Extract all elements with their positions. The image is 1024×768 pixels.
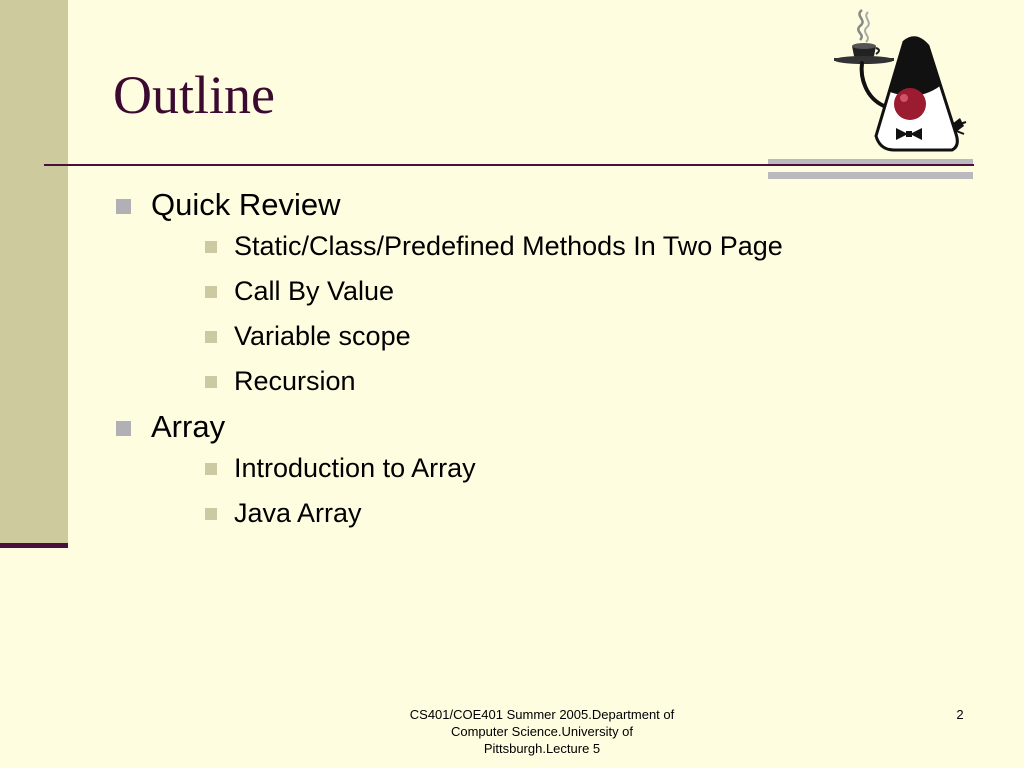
outline-subitem bbox=[151, 228, 783, 264]
outline-subitem-label: Variable scope bbox=[234, 321, 411, 351]
outline-subitem-label: Introduction to Array bbox=[234, 453, 476, 483]
title-rule bbox=[44, 164, 974, 166]
outline-list bbox=[113, 186, 783, 540]
outline-subitem-label: Recursion bbox=[234, 366, 356, 396]
square-bullet-icon bbox=[205, 508, 217, 520]
footer-line: Computer Science.University of bbox=[450, 724, 634, 739]
square-bullet-icon bbox=[205, 376, 217, 388]
outline-item-quick-review bbox=[113, 186, 783, 399]
page-number: 2 bbox=[956, 707, 964, 722]
outline-subitem bbox=[151, 363, 783, 399]
square-bullet-icon bbox=[116, 199, 131, 214]
outline-sublist bbox=[151, 450, 783, 531]
outline-subitem bbox=[151, 273, 783, 309]
outline-item-label: Quick Review bbox=[151, 187, 341, 222]
slide-footer bbox=[395, 706, 689, 757]
outline-subitem-label: Java Array bbox=[234, 498, 362, 528]
outline-item-label: Array bbox=[151, 409, 226, 444]
square-bullet-icon bbox=[205, 463, 217, 475]
footer-line: CS401/COE401 Summer 2005.Department of bbox=[409, 707, 675, 722]
square-bullet-icon bbox=[205, 331, 217, 343]
square-bullet-icon bbox=[116, 421, 131, 436]
outline-sublist bbox=[151, 228, 783, 399]
outline-subitem-label: Call By Value bbox=[234, 276, 395, 306]
square-bullet-icon bbox=[205, 241, 217, 253]
outline-item-array bbox=[113, 408, 783, 531]
square-bullet-icon bbox=[205, 286, 217, 298]
outline-subitem bbox=[151, 318, 783, 354]
footer-line: Pittsburgh.Lecture 5 bbox=[483, 741, 601, 756]
slide-title: Outline bbox=[113, 65, 275, 125]
accent-bar-top bbox=[768, 159, 973, 164]
accent-bar-bottom bbox=[768, 172, 973, 179]
outline-subitem bbox=[151, 450, 783, 486]
java-duke-waiter-icon bbox=[832, 6, 967, 156]
left-decorative-band bbox=[0, 0, 68, 545]
outline-subitem-label: Static/Class/Predefined Methods In Two Page bbox=[234, 231, 783, 261]
outline-subitem bbox=[151, 495, 783, 531]
left-band-underline bbox=[0, 543, 68, 548]
